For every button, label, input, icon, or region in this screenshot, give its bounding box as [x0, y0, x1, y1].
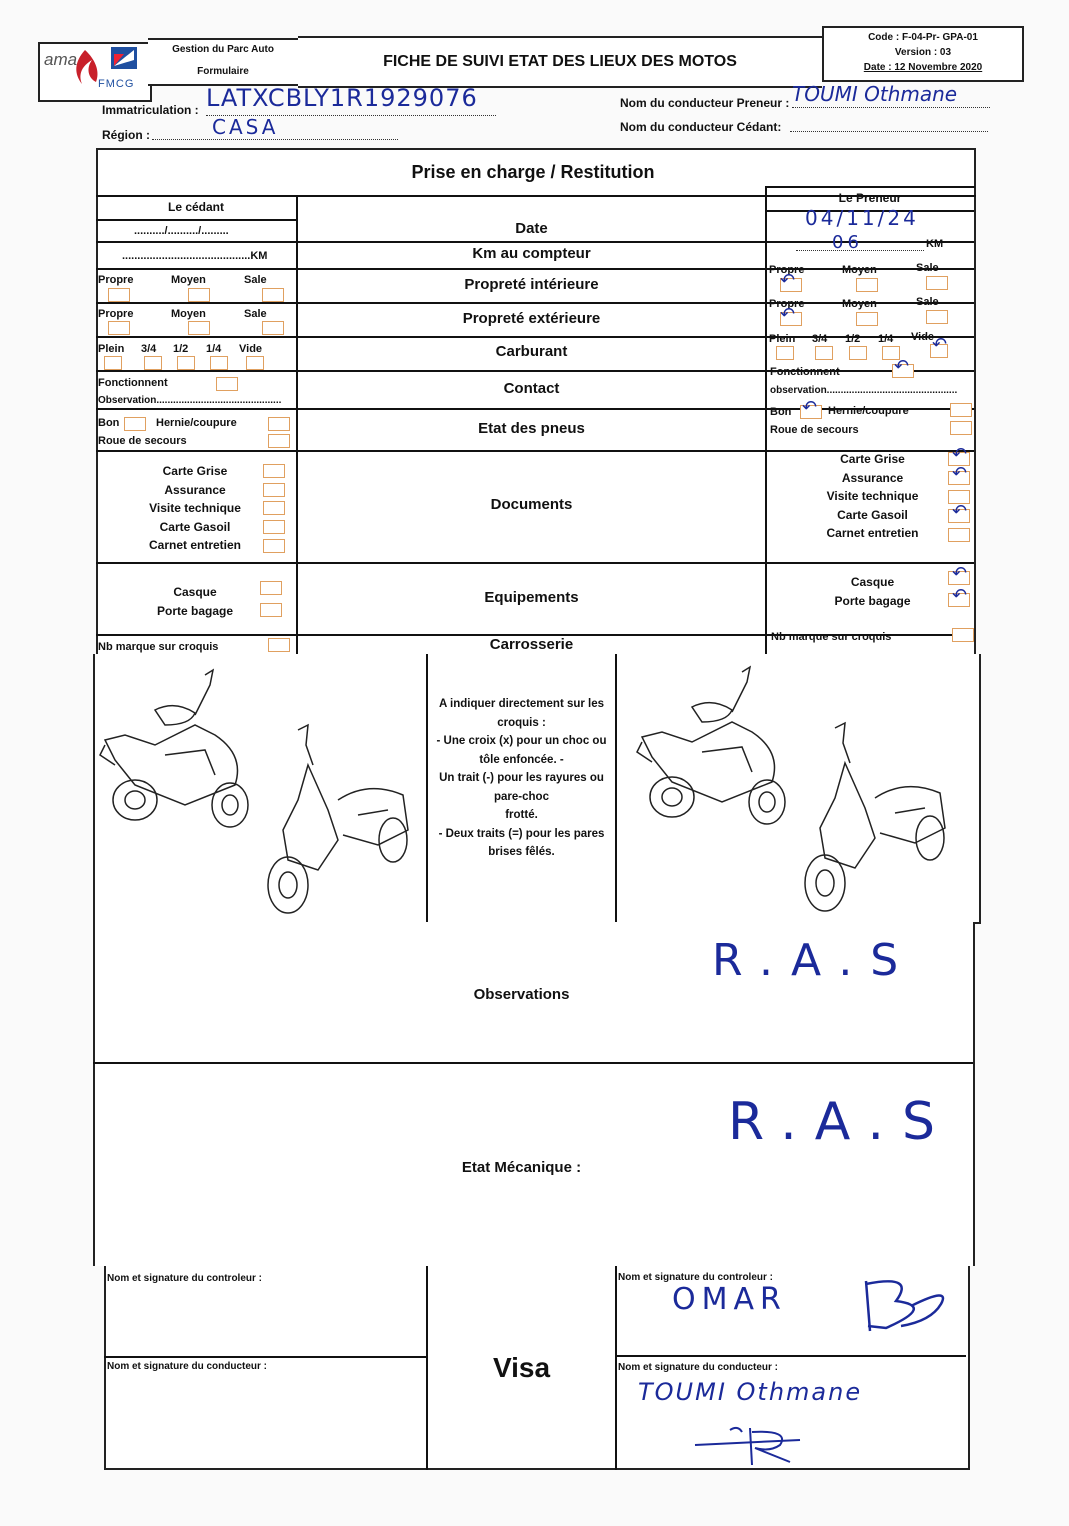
preneur-roue-checkbox[interactable] — [950, 421, 972, 435]
cedant-doc-gasoil: Carte Gasoil — [159, 519, 231, 534]
row-prop-ext: Propreté extérieure — [462, 310, 601, 327]
preneur-ext-propre: Propre — [769, 298, 805, 310]
preneur-doc-gasoil: Carte Gasoil — [837, 507, 908, 522]
controleur-name[interactable]: OMAR — [672, 1282, 787, 1317]
preneur-pneu-bon: Bon — [770, 406, 792, 418]
header-dept: Gestion du Parc Auto — [172, 44, 274, 55]
preneur-roue: Roue de secours — [770, 424, 859, 436]
row-documents: Documents — [490, 496, 573, 513]
cedant-doc-carte-grise-checkbox[interactable] — [263, 464, 285, 478]
cedant-pneu-hernie-checkbox[interactable] — [268, 417, 290, 431]
cedant-fuel-vide-checkbox[interactable] — [246, 356, 264, 370]
preneur-int-sale-checkbox[interactable] — [926, 276, 948, 290]
scooter-sketch-left-2[interactable] — [258, 720, 418, 920]
cedant-head: Le cédant — [167, 200, 224, 214]
preneur-fuel-vide: Vide — [911, 331, 935, 343]
controleur-left-label: Nom et signature du controleur : — [107, 1273, 263, 1284]
preneur-int-moyen-checkbox[interactable] — [856, 278, 878, 292]
preneur-int-sale: Sale — [916, 262, 939, 274]
cedant-equip-porte: Porte bagage — [156, 603, 234, 618]
logo-flame-icon — [70, 48, 100, 88]
cedant-dots — [790, 131, 988, 132]
preneur-fuel-12: 1/2 — [845, 333, 861, 345]
controleur-signature-icon — [856, 1276, 956, 1336]
cedant-fuel-vide: Vide — [239, 343, 263, 355]
immat-label: Immatriculation : — [102, 103, 199, 117]
preneur-doc-carnet-checkbox[interactable] — [948, 528, 970, 542]
preneur-fuel-12-checkbox[interactable] — [849, 346, 867, 360]
preneur-equip — [790, 573, 955, 610]
row-carrosserie: Carrosserie — [489, 636, 574, 653]
row-date: Date — [515, 220, 548, 237]
cedant-int-propre-checkbox[interactable] — [108, 288, 130, 302]
cedant-int-moyen: Moyen — [171, 274, 206, 286]
preneur-fuel-34: 3/4 — [812, 333, 828, 345]
preneur-ext-moyen-checkbox[interactable] — [856, 312, 878, 326]
preneur-doc-mark-1-icon: ↶ — [952, 444, 968, 465]
preneur-doc-carnet: Carnet entretien — [826, 526, 919, 540]
preneur-contact-mark-icon: ↶ — [894, 356, 910, 377]
cedant-int-sale-checkbox[interactable] — [262, 288, 284, 302]
cedant-fuel-34: 3/4 — [141, 343, 157, 355]
header-type: Formulaire — [197, 66, 249, 77]
cedant-fuel-14-checkbox[interactable] — [210, 356, 228, 370]
preneur-pneu-bon-mark-icon: ↶ — [802, 397, 818, 418]
cedant-fuel-plein-checkbox[interactable] — [104, 356, 122, 370]
header-type-box — [148, 60, 300, 86]
cedant-fuel-34-checkbox[interactable] — [144, 356, 162, 370]
header-code-box — [822, 26, 1024, 82]
croquis-instructions: A indiquer directement sur les croquis : - Une croix (x) pour un choc ou tôle enfoncée. - Un trait (-) pour les rayures ou pare-choc frotté. - Deux traits (=) pour les pares brises fêlés. — [436, 698, 607, 858]
cedant-roue-checkbox[interactable] — [268, 434, 290, 448]
preneur-ext-sale: Sale — [916, 296, 939, 308]
cedant-fuel-14: 1/4 — [206, 343, 222, 355]
cedant-date[interactable]: ........../........../......... — [134, 225, 229, 237]
cedant-doc-assurance: Assurance — [164, 482, 226, 497]
controleur-right-label: Nom et signature du controleur : — [618, 1272, 774, 1283]
preneur-value[interactable]: TOUMI Othmane — [792, 82, 958, 106]
scooter-sketch-right-2[interactable] — [795, 718, 955, 918]
cedant-doc-assurance-checkbox[interactable] — [263, 483, 285, 497]
preneur-dots — [792, 107, 990, 108]
preneur-fuel-plein: Plein — [769, 333, 796, 345]
preneur-doc-mark-2-icon: ↶ — [952, 463, 968, 484]
preneur-doc-visite: Visite technique — [826, 489, 919, 503]
conducteur-right-label: Nom et signature du conducteur : — [618, 1362, 779, 1373]
observations-label: Observations — [473, 986, 570, 1003]
cedant-doc-visite: Visite technique — [149, 501, 241, 515]
row-carburant: Carburant — [495, 343, 568, 360]
cedant-doc-gasoil-checkbox[interactable] — [263, 520, 285, 534]
preneur-int-propre: Propre — [769, 264, 805, 276]
cedant-pneu-bon: Bon — [98, 417, 120, 429]
cedant-equip-casque: Casque — [173, 585, 217, 599]
cedant-pneu-bon-checkbox[interactable] — [124, 417, 146, 431]
cedant-fuel-12-checkbox[interactable] — [177, 356, 195, 370]
logo-sub: FMCG — [98, 78, 135, 90]
preneur-equip-mark-1-icon: ↶ — [952, 563, 968, 584]
logo-text: ama — [44, 50, 78, 69]
cedant-equip-casque-checkbox[interactable] — [260, 581, 282, 595]
scooter-sketch-right-1[interactable] — [632, 662, 792, 832]
cedant-int-moyen-checkbox[interactable] — [188, 288, 210, 302]
preneur-doc-carte-grise: Carte Grise — [840, 452, 905, 466]
mecanique-label: Etat Mécanique : — [461, 1159, 582, 1176]
preneur-ext-moyen: Moyen — [842, 298, 877, 310]
cedant-ext-moyen: Moyen — [171, 308, 206, 320]
row-pneus: Etat des pneus — [478, 420, 585, 437]
cedant-ext-moyen-checkbox[interactable] — [188, 321, 210, 335]
doc-code: Code : F-04-Pr- GPA-01 — [868, 32, 978, 43]
cedant-ext-sale-checkbox[interactable] — [262, 321, 284, 335]
preneur-head: Le Preneur — [838, 191, 902, 205]
preneur-fuel-vide-mark-icon: ↶ — [932, 334, 948, 355]
logo-flag-icon — [110, 46, 140, 72]
cedant-observation[interactable]: Observation............................................. — [98, 395, 282, 406]
conducteur-left-label: Nom et signature du conducteur : — [107, 1361, 268, 1372]
header-title-box — [298, 36, 822, 88]
cedant-km[interactable]: ..........................................KM — [122, 250, 268, 262]
preneur-pneu-hernie-checkbox[interactable] — [950, 403, 972, 417]
preneur-fuel-34-checkbox[interactable] — [815, 346, 833, 360]
doc-date: Date : 12 Novembre 2020 — [863, 62, 983, 73]
cedant-label: Nom du conducteur Cédant: — [620, 120, 782, 134]
cedant-ext-propre-checkbox[interactable] — [108, 321, 130, 335]
immat-value[interactable]: LATXCBLY1R1929076 — [206, 84, 478, 112]
cedant-roue: Roue de secours — [98, 435, 187, 447]
preneur-fuel-14: 1/4 — [878, 333, 894, 345]
cedant-pneu-hernie: Hernie/coupure — [156, 417, 237, 429]
cedant-fonctionnent: Fonctionnent — [98, 377, 168, 389]
preneur-doc-mark-3-icon: ↶ — [952, 501, 968, 522]
cedant-fuel-12: 1/2 — [173, 343, 189, 355]
preneur-pneu-hernie: Hernie/coupure — [828, 405, 909, 417]
preneur-ext-sale-checkbox[interactable] — [926, 310, 948, 324]
preneur-km-unit: KM — [926, 238, 944, 250]
cedant-equip — [110, 583, 280, 620]
cedant-int-propre: Propre — [98, 274, 134, 286]
conducteur-name[interactable]: TOUMI Othmane — [638, 1378, 863, 1406]
cedant-nb-marque-checkbox[interactable] — [268, 638, 290, 652]
region-value[interactable]: CASA — [212, 115, 279, 139]
conducteur-signature-icon — [690, 1420, 810, 1470]
preneur-nb-marque: Nb marque sur croquis — [771, 631, 892, 643]
row-prop-int: Propreté intérieure — [464, 276, 599, 293]
preneur-equip-porte: Porte bagage — [834, 593, 911, 608]
preneur-nb-marque-checkbox[interactable] — [952, 628, 974, 642]
preneur-fuel-plein-checkbox[interactable] — [776, 346, 794, 360]
table-title: Prise en charge / Restitution — [411, 162, 655, 182]
cedant-doc-carnet: Carnet entretien — [148, 538, 242, 552]
visa-label: Visa — [492, 1352, 551, 1383]
preneur-observation[interactable]: observation............................................... — [770, 385, 958, 396]
preneur-ext-propre-mark-icon: ↶ — [780, 304, 796, 325]
logo-box — [38, 42, 152, 102]
cedant-doc-carte-grise: Carte Grise — [162, 464, 228, 478]
cedant-equip-porte-checkbox[interactable] — [260, 603, 282, 617]
preneur-int-propre-mark-icon: ↶ — [780, 270, 796, 291]
cedant-int-sale: Sale — [244, 274, 267, 286]
cedant-ext-sale: Sale — [244, 308, 267, 320]
page-title: FICHE DE SUIVI ETAT DES LIEUX DES MOTOS — [383, 53, 737, 70]
cedant-contact-checkbox[interactable] — [216, 377, 238, 391]
mecanique-value[interactable]: R.A.S — [728, 1092, 954, 1152]
preneur-int-moyen: Moyen — [842, 264, 877, 276]
row-km: Km au compteur — [472, 245, 591, 262]
preneur-equip-mark-2-icon: ↶ — [952, 585, 968, 606]
scooter-sketch-left-1[interactable] — [95, 665, 255, 835]
row-contact: Contact — [503, 380, 560, 397]
region-dots — [152, 139, 398, 140]
preneur-docs — [790, 450, 955, 543]
preneur-fonctionnent: Fonctionnent — [770, 366, 840, 378]
cedant-doc-visite-checkbox[interactable] — [263, 501, 285, 515]
preneur-label: Nom du conducteur Preneur : — [620, 96, 790, 110]
region-label: Région : — [102, 128, 150, 142]
cedant-docs — [110, 462, 280, 555]
observations-value[interactable]: R.A.S — [712, 935, 917, 986]
preneur-km[interactable]: 06 — [832, 232, 863, 253]
preneur-date[interactable]: 04/11/24 — [805, 206, 919, 230]
preneur-equip-casque: Casque — [850, 575, 895, 589]
row-equipements: Equipements — [484, 589, 579, 606]
preneur-doc-assurance: Assurance — [841, 470, 904, 485]
cedant-doc-carnet-checkbox[interactable] — [263, 539, 285, 553]
doc-version: Version : 03 — [894, 47, 952, 58]
cedant-fuel-plein: Plein — [98, 343, 125, 355]
cedant-ext-propre: Propre — [98, 308, 134, 320]
cedant-nb-marque: Nb marque sur croquis — [98, 641, 219, 653]
